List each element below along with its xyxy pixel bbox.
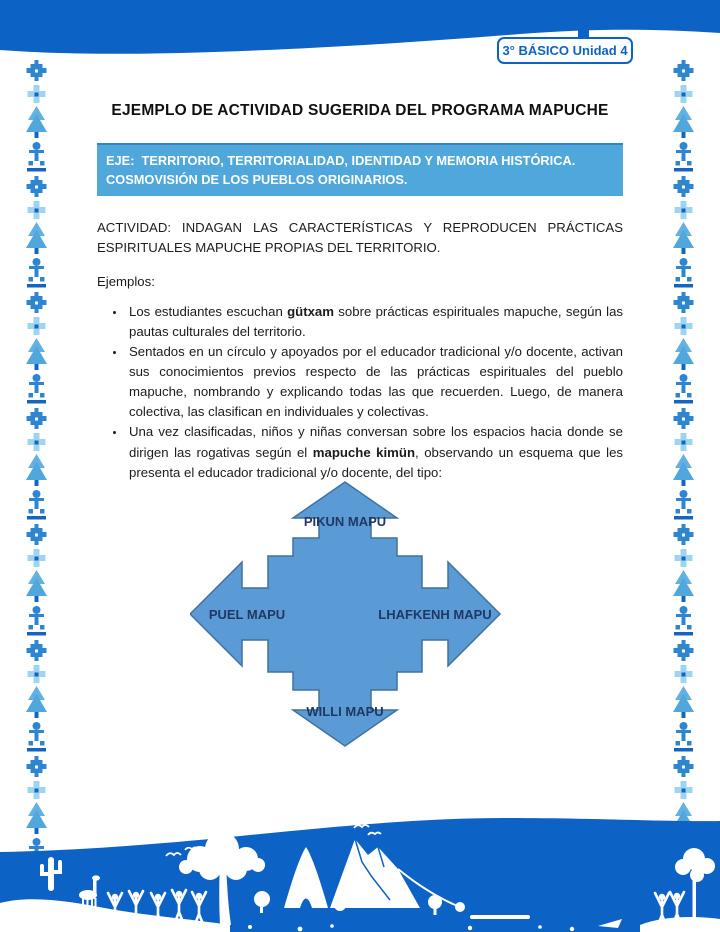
page-title: EJEMPLO DE ACTIVIDAD SUGERIDA DEL PROGRAMA MAPUCHE <box>111 102 609 119</box>
unit-badge: 3° BÁSICO Unidad 4 <box>497 37 633 64</box>
left-ornament-border <box>25 58 48 856</box>
list-item: • Sentados en un círculo y apoyados por el educador tradicional y/o docente, activan sus conocimientos previos respecto de las prácticas espirituales del pueblo mapuche, nombrando y explicando todas las que recuerden. Luego, de manera colectiva, las clasifican en individuales y colectivas. <box>126 342 623 422</box>
right-ornament-border <box>672 58 695 856</box>
landscape-illustration <box>0 807 720 932</box>
document-body <box>97 102 623 483</box>
list-item: • Los estudiantes escuchan gütxam sobre prácticas espirituales mapuche, según las pautas culturales del territorio. <box>126 302 623 342</box>
diagram-label-south: WILLI MAPU <box>306 704 384 719</box>
eje-line-2: COSMOVISIÓN DE LOS PUEBLOS ORIGINARIOS. <box>106 172 408 188</box>
examples-list <box>97 302 623 483</box>
eje-line-1: EJE: TERRITORIO, TERRITORIALIDAD, IDENTIDAD Y MEMORIA HISTÓRICA. <box>106 153 576 168</box>
examples-label: Ejemplos: <box>97 273 155 289</box>
activity-statement: ACTIVIDAD: INDAGAN LAS CARACTERÍSTICAS Y REPRODUCEN PRÁCTICAS ESPIRITUALES MAPUCHE PROPIAS DEL TERRITORIO. <box>97 220 623 255</box>
diagram-label-west: PUEL MAPU <box>208 607 286 622</box>
eje-highlight-box <box>97 143 623 196</box>
diagram-label-north: PIKUN MAPU <box>303 514 387 529</box>
diagram-label-east: LHAFKENH MAPU <box>378 607 492 622</box>
list-item: • Una vez clasificadas, niños y niñas conversan sobre los espacios hacia donde se dirigen las rogativas según el mapuche kimün, observando un esquema que les presenta el educador tradicional y/o docente, del tipo: <box>126 422 623 482</box>
cardinal-directions-diagram <box>190 480 502 748</box>
